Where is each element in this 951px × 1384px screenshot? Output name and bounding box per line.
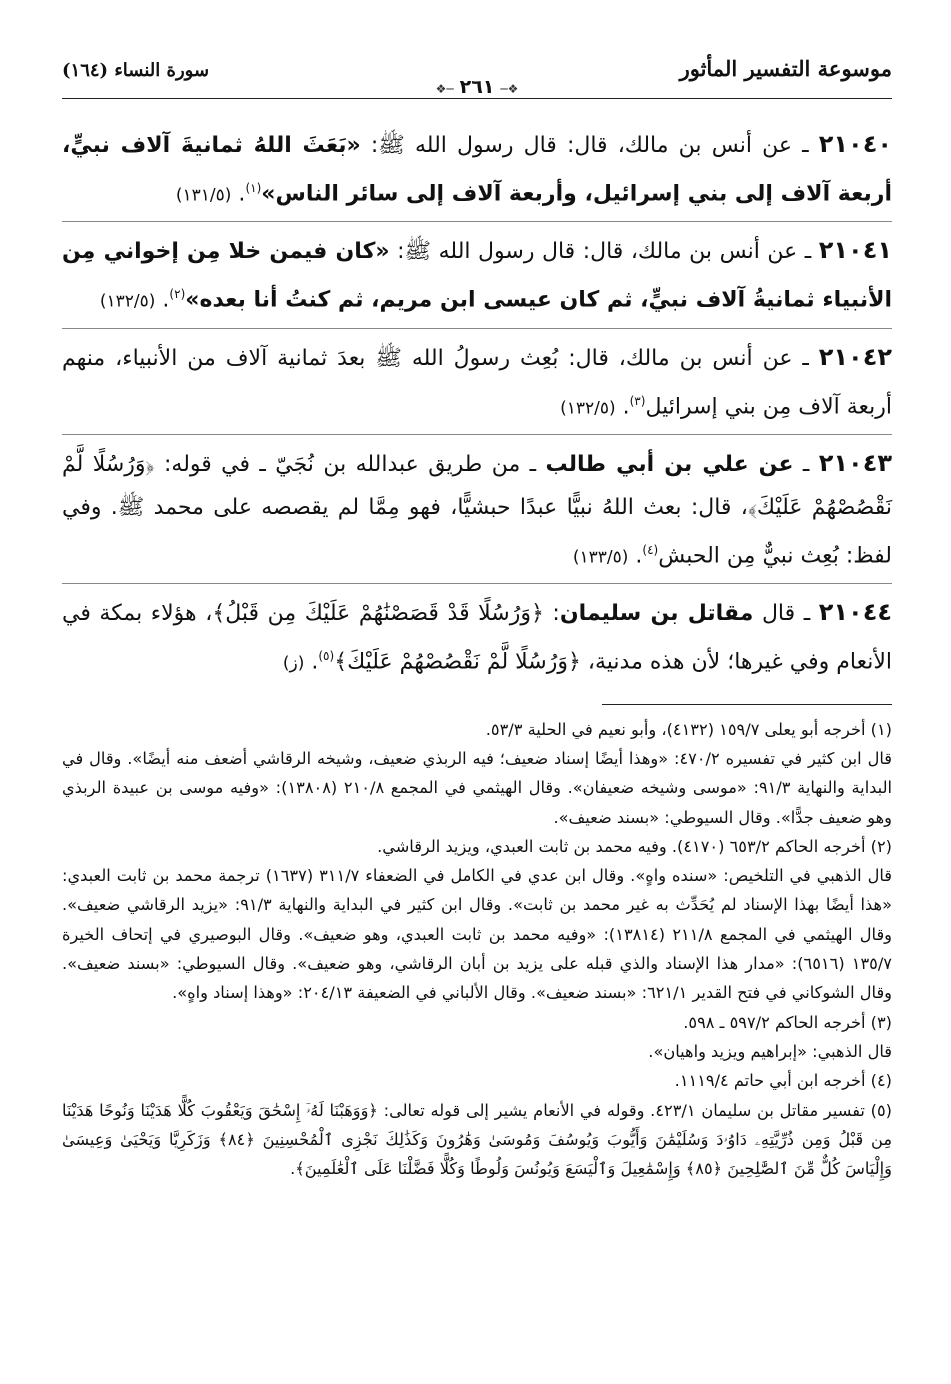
- narrator-name: عن علي بن أبي طالب: [545, 451, 794, 477]
- hadith-tail: .: [231, 181, 246, 207]
- hadith-number: ٢١٠٤٤: [818, 598, 892, 627]
- footnote: (٢) أخرجه الحاكم ٦٥٣/٢ (٤١٧٠). وفيه محمد بن ثابت العبدي، ويزيد الرقاشي.: [377, 836, 892, 856]
- main-text: [62, 123, 892, 690]
- hadith-lead: ـ عن أنس بن مالك، قال: قال رسول الله ﷺ:: [389, 239, 819, 265]
- footnote: قال الذهبي في التلخيص: «سنده واهٍ». وقال ابن عدي في الكامل في الضعفاء ٣١١/٧ (١٦٣٧) ترجمة محمد بن ثابت العبدي: «هذا أيضًا بهذا الإسناد لم يُحَدِّث به غير محمد بن ثابت». وقال ابن كثير في البداية والنهاية ٩١/٣: «يزيد الرقاشي ضعيف». وقال الهيثمي في المجمع ٢١١/٨ (١٣٨١٤): «وفيه محمد بن ثابت العبدي، وهو ضعيف». وقال البوصيري في إتحاف الخيرة ١٣٥/٧ (٦٥١٦): «مدار هذا الإسناد والذي قبله على يزيد بن أبان الرقاشي، وهو ضعيف». وقال السيوطي: «بسند ضعيف». وقال الشوكاني في فتح القدير ٦٢١/١: «بسند ضعيف». وقال الألباني في الضعيفة ٢٠٤/١٣: «وهذا إسناد واهٍ».: [62, 866, 892, 1003]
- hadith-entry: [62, 591, 892, 689]
- footnote-marker: (٣): [629, 393, 646, 408]
- hadith-entry: [62, 123, 892, 222]
- hadith-lead: ـ قال: [753, 601, 819, 627]
- hadith-entry: [62, 336, 892, 435]
- hadith-lead: ـ عن أنس بن مالك، قال: قال رسول الله ﷺ:: [360, 133, 819, 158]
- hadith-number: ٢١٠٤٠: [818, 130, 892, 158]
- footnote-marker: (٢): [169, 287, 186, 302]
- volume-reference: (ز): [282, 653, 305, 674]
- ornament-icon: ─❖: [435, 82, 454, 96]
- footnote-marker: (٥): [318, 649, 335, 664]
- footnote-marker: (٤): [642, 542, 659, 557]
- page-number-row: [62, 78, 892, 98]
- book-title: موسوعة التفسير المأثور: [679, 56, 892, 81]
- footnote: (٥) تفسير مقاتل بن سليمان ٤٢٣/١. وقوله في الأنعام يشير إلى قوله تعالى: ﴿وَوَهَبْنَا لَهُۥٓ إِسْحَٰقَ وَيَعْقُوبَ كُلًّا هَدَيْنَا وَنُوحًا هَدَيْنَا مِن قَبْلُ وَمِن ذُرِّيَّتِهِۦ دَاوُۥدَ وَسُلَيْمَٰنَ وَأَيُّوبَ وَيُوسُفَ وَمُوسَىٰ وَهَٰرُونَ وَكَذَٰلِكَ نَجْزِى ٱلْمُحْسِنِينَ ﴿٨٤﴾ وَزَكَرِيَّا وَيَحْيَىٰ وَعِيسَىٰ وَإِلْيَاسَ كُلٌّ مِّنَ ٱلصَّٰلِحِينَ ﴿٨٥﴾ وَإِسْمَٰعِيلَ وَٱلْيَسَعَ وَيُونُسَ وَلُوطًا وَكُلًّا فَضَّلْنَا عَلَى ٱلْعَٰلَمِينَ﴾.: [62, 1100, 892, 1179]
- page: [62, 52, 892, 1183]
- footnotes: [62, 715, 892, 1184]
- hadith-tail: .: [155, 287, 170, 313]
- page-header: [62, 52, 892, 99]
- hadith-tail: .: [628, 543, 643, 569]
- hadith-tail: .: [615, 393, 630, 419]
- footnote-separator: [602, 704, 892, 705]
- footnote-marker: (١): [245, 181, 262, 195]
- volume-reference: (١٣٣/٥): [572, 547, 629, 568]
- hadith-quote: «كان فيمن خلا مِن إخواني مِن الأنبياء ثمانيةُ آلاف نبيٍّ، ثم كان عيسى ابن مريم، ثم كنتُ أنا بعده»: [62, 239, 892, 313]
- volume-reference: (١٣٢/٥): [99, 291, 156, 312]
- hadith-lead: ـ عن أنس بن مالك، قال: بُعِث رسولُ الله ﷺ بعدَ ثمانية آلاف من الأنبياء، منهم أربعة آلاف مِن بني إسرائيل: [62, 345, 892, 419]
- volume-reference: (١٣٢/٥): [560, 397, 616, 418]
- narrator-name: مقاتل بن سليمان: [559, 601, 754, 627]
- hadith-body: ـ من طريق عبدالله بن نُجَيّ ـ في قوله: ﴿وَرُسُلًا لَّمْ نَقْصُصْهُمْ عَلَيْكَ﴾، قال: بعث اللهُ نبيًّا عبدًا حبشيًّا، فهو مِمَّا لم يقصصه على محمد ﷺ. وفي لفظ: بُعِث نبيٌّ مِن الحبش: [62, 451, 892, 569]
- hadith-number: ٢١٠٤١: [818, 236, 892, 265]
- footnote: (٣) أخرجه الحاكم ٥٩٧/٢ ـ ٥٩٨.: [683, 1012, 892, 1032]
- ornament-icon: ❖─: [500, 82, 519, 96]
- footnote: قال ابن كثير في تفسيره ٤٧٠/٢: «وهذا أيضًا إسناد ضعيف؛ فيه الربذي ضعيف، وشيخه الرقاشي أضعف منه أيضًا». وقال في البداية والنهاية ٩١/٣: «موسى وشيخه ضعيفان». وقال الهيثمي في المجمع ٢١٠/٨ (١٣٨٠٨): «وفيه موسى بن عبيدة الربذي وهو ضعيف جدًّا». وقال السيوطي: «بسند ضعيف».: [62, 748, 892, 827]
- page-number: ٢٦١: [459, 76, 495, 98]
- hadith-entry: [62, 442, 892, 584]
- footnote: قال الذهبي: «إبراهيم ويزيد واهيان».: [648, 1041, 892, 1061]
- hadith-lead: ـ: [793, 451, 819, 477]
- hadith-tail: .: [304, 649, 319, 675]
- hadith-quote: «بَعَثَ اللهُ ثمانيةَ آلاف نبيٍّ، أربعة آلاف إلى بني إسرائيل، وأربعة آلاف إلى سائر الناس»: [62, 133, 892, 207]
- footnote: (٤) أخرجه ابن أبي حاتم ١١١٩/٤.: [674, 1071, 892, 1091]
- hadith-number: ٢١٠٤٢: [818, 342, 892, 371]
- footnote: (١) أخرجه أبو يعلى ١٥٩/٧ (٤١٣٢)، وأبو نعيم في الحلية ٥٣/٣.: [485, 719, 892, 739]
- volume-reference: (١٣١/٥): [175, 185, 232, 206]
- hadith-entry: [62, 229, 892, 328]
- hadith-number: ٢١٠٤٣: [818, 448, 892, 477]
- hadith-body: : ﴿وَرُسُلًا قَدْ قَصَصْنَٰهُمْ عَلَيْكَ مِن قَبْلُ﴾، هؤلاء بمكة في الأنعام وفي غيرها؛ لأن هذه مدنية، ﴿وَرُسُلًا لَّمْ نَقْصُصْهُمْ عَلَيْكَ﴾: [62, 601, 892, 675]
- surah-reference: سورة النساء (١٦٤): [62, 60, 210, 81]
